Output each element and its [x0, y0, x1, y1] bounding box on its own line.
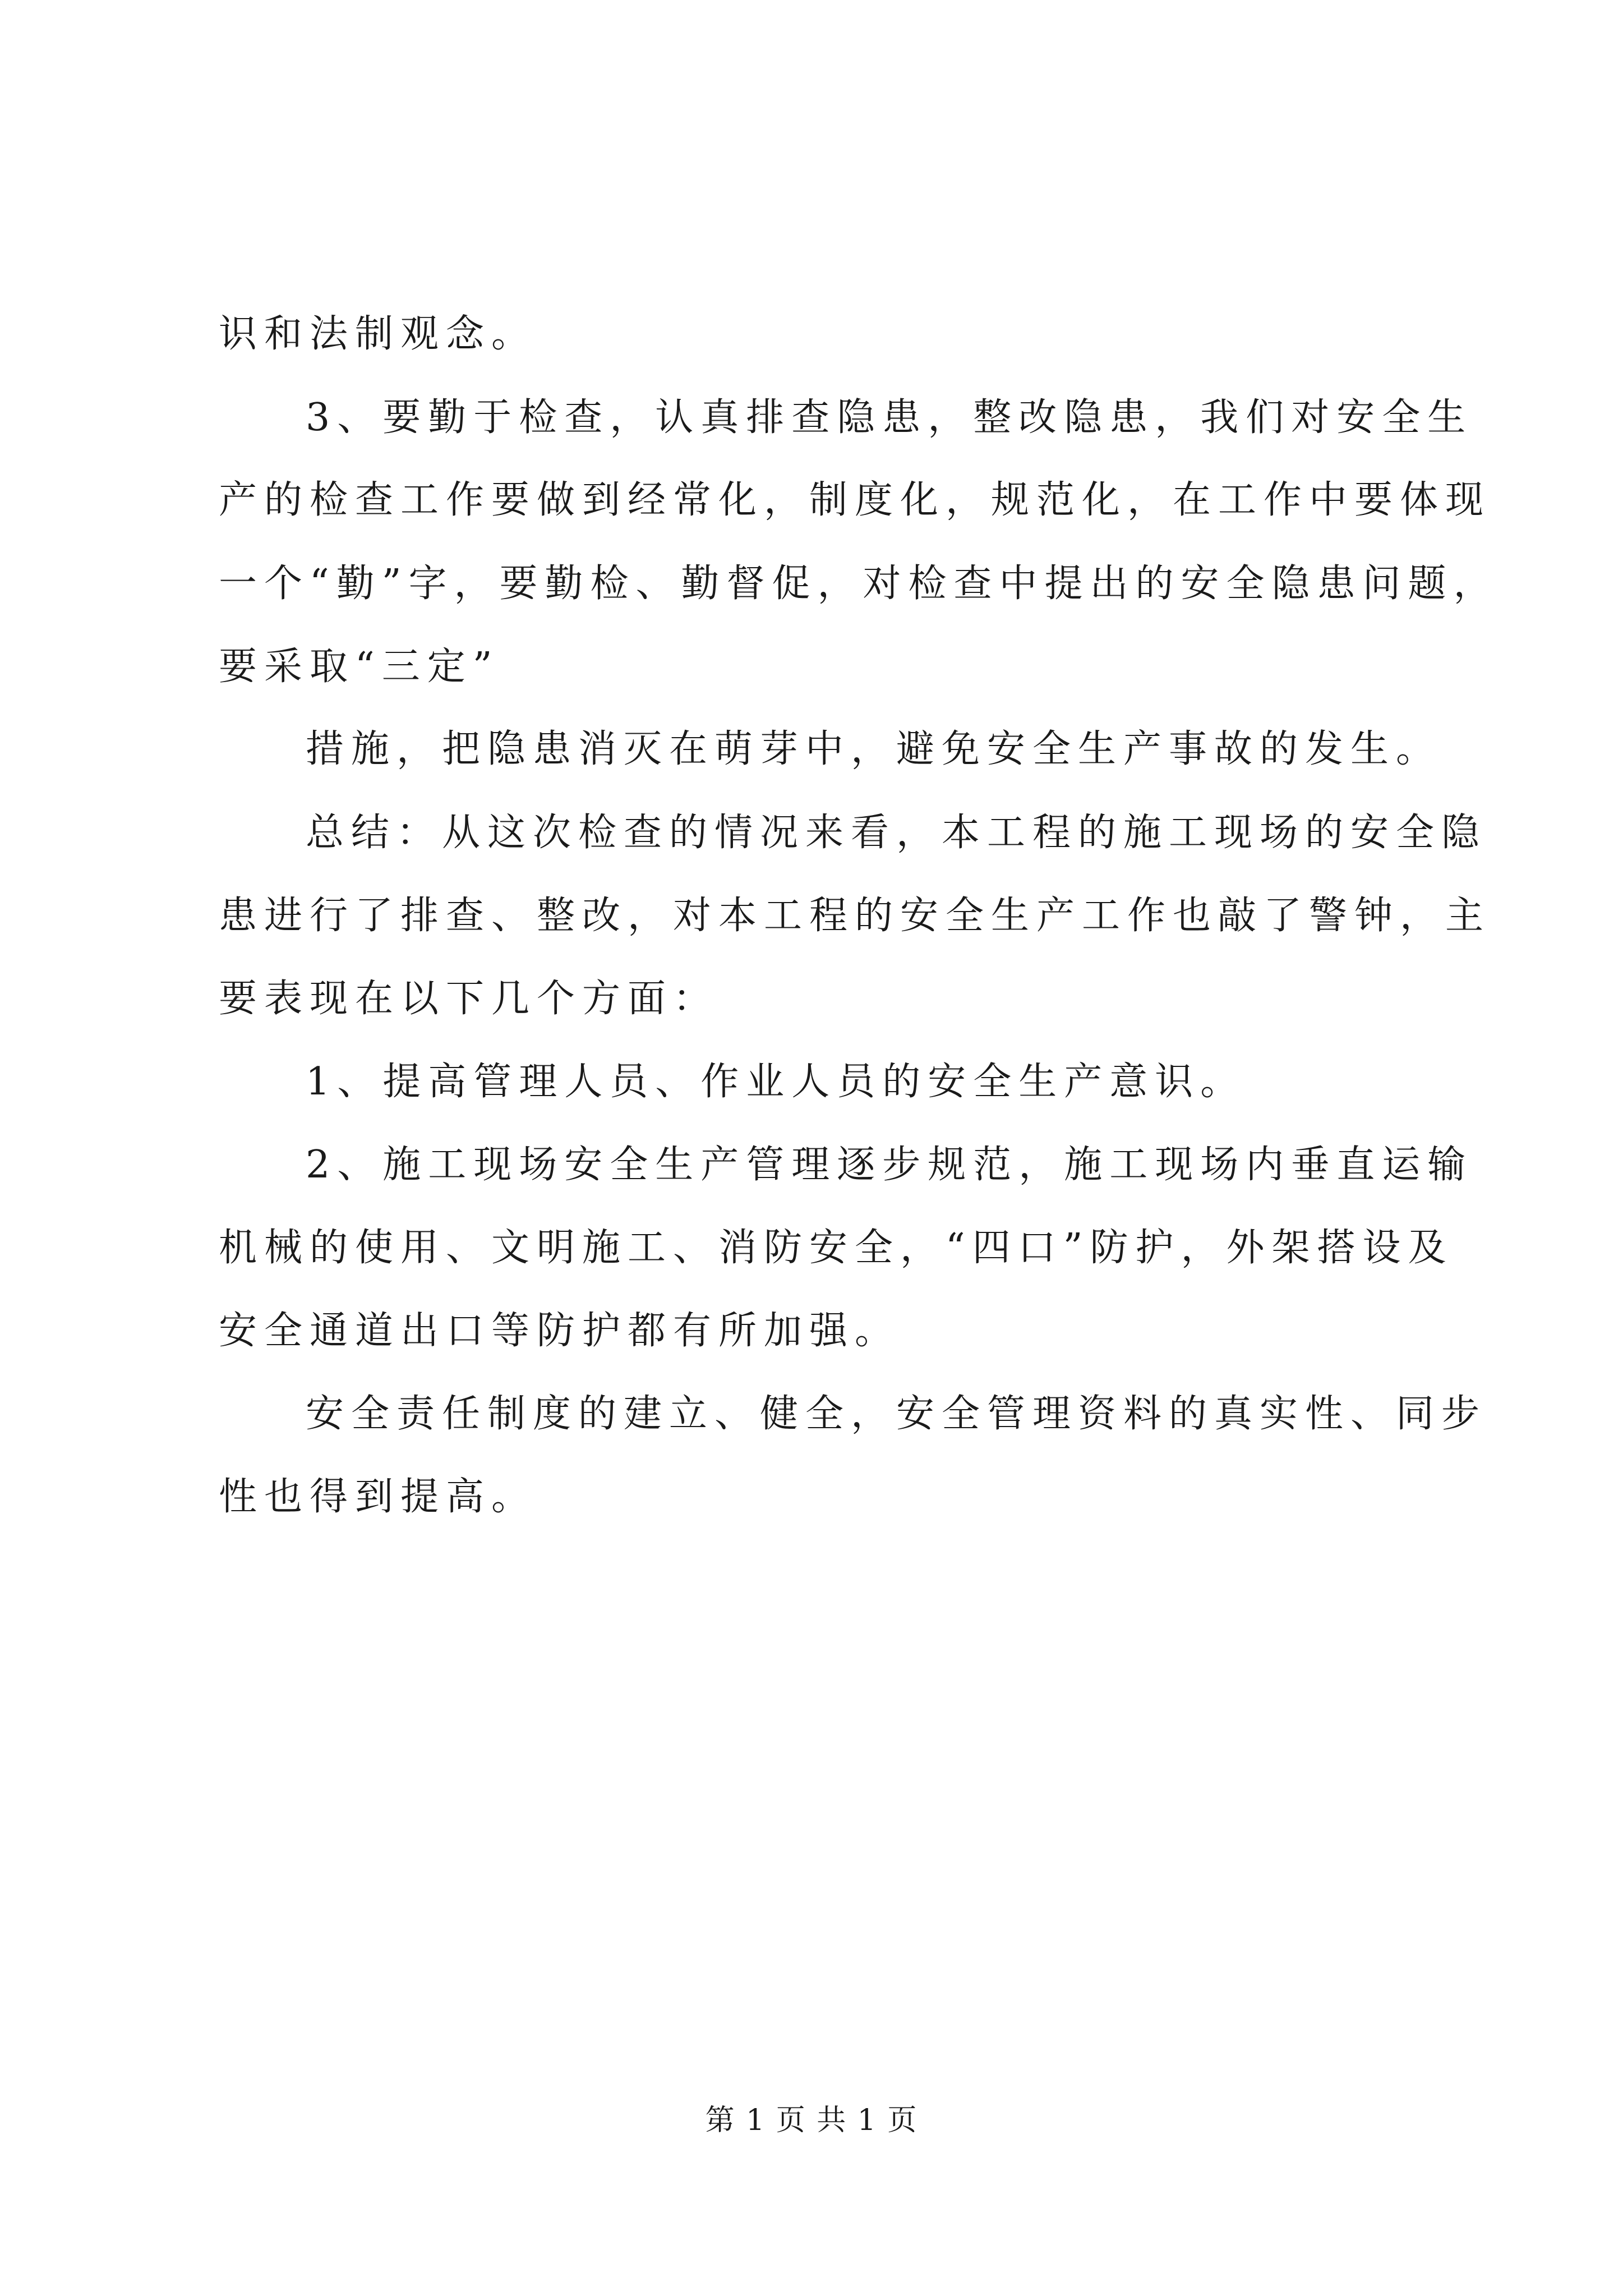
text-line: 安全通道出口等防护都有所加强。 — [219, 1309, 901, 1353]
text-line: 患进行了排查、整改，对本工程的安全生产工作也敲了警钟，主 — [219, 894, 1491, 938]
text-line: 产的检查工作要做到经常化，制度化，规范化，在工作中要体现 — [219, 478, 1491, 522]
text-line: 一个“勤”字，要勤检、勤督促，对检查中提出的安全隐患问题， — [219, 562, 1499, 606]
paragraph-start-line: 总结：从这次检查的情况来看，本工程的施工现场的安全隐 — [306, 811, 1487, 855]
paragraph-start-line: 安全责任制度的建立、健全，安全管理资料的真实性、同步 — [306, 1392, 1487, 1436]
text-line: 要表现在以下几个方面： — [219, 977, 719, 1021]
text-line: 识和法制观念。 — [219, 312, 537, 356]
paragraph-start-line: 措施，把隐患消灭在萌芽中，避免安全生产事故的发生。 — [306, 727, 1442, 771]
paragraph-start-line: 2、施工现场安全生产管理逐步规范，施工现场内垂直运输 — [306, 1143, 1473, 1187]
text-line: 机械的使用、文明施工、消防安全，“四口”防护，外架搭设及 — [219, 1226, 1454, 1270]
text-line: 性也得到提高。 — [219, 1475, 537, 1519]
paragraph-start-line: 3、要勤于检查，认真排查隐患，整改隐患，我们对安全生 — [306, 395, 1473, 440]
page-number-footer: 第 1 页 共 1 页 — [705, 2104, 918, 2137]
paragraph-start-line: 1、提高管理人员、作业人员的安全生产意识。 — [306, 1060, 1246, 1104]
text-line: 要采取“三定” — [219, 645, 500, 689]
